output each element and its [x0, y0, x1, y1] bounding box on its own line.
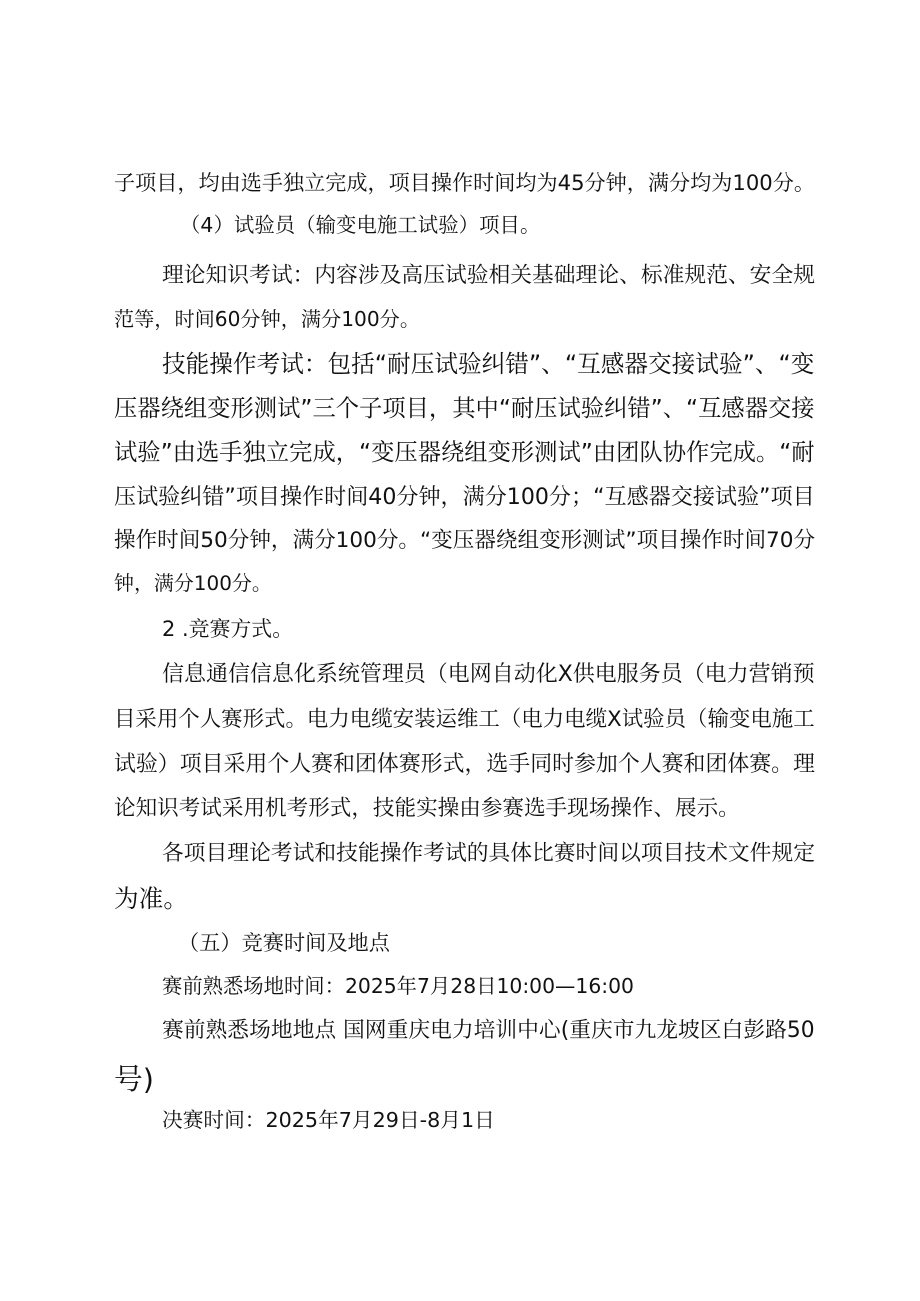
paragraph-line: 各项目理论考试和技能操作考试的具体比赛时间以项目技术文件规定 — [162, 841, 815, 866]
paragraph-line: 技能操作考试：包括“耐压试验纠错”、“互感器交接试验”、“变 — [162, 350, 815, 378]
paragraph-line: 压器绕组变形测试”三个子项目，其中“耐压试验纠错”、“互感器交接 — [114, 395, 815, 422]
paragraph-line: 论知识考试采用机考形式，技能实操由参赛选手现场操作、展示。 — [114, 796, 740, 821]
section-heading: （五）竞赛时间及地点 — [178, 930, 390, 955]
paragraph-line: 决赛时间：2025年7月29日-8月1日 — [162, 1108, 495, 1132]
numbered-heading: 2 .竞赛方式。 — [162, 617, 294, 641]
paragraph-line: 压试验纠错”项目操作时间40分钟，满分100分；“互感器交接试验”项目 — [114, 484, 815, 510]
paragraph-line: 试验）项目采用个人赛和团体赛形式，选手同时参加个人赛和团体赛。理 — [114, 752, 815, 777]
paragraph-line: 信息通信信息化系统管理员（电网自动化X供电服务员（电力营销预 — [162, 662, 815, 687]
paragraph-line: 赛前熟悉场地时间：2025年7月28日10:00—16:00 — [162, 974, 634, 998]
section-heading: （4）试验员（输变电施工试验）项目。 — [180, 213, 541, 237]
paragraph-line: 子项目，均由选手独立完成，项目操作时间均为45分钟，满分均为100分。 — [114, 170, 815, 195]
paragraph-line: 号) — [114, 1062, 154, 1096]
paragraph-line: 为准。 — [114, 884, 188, 913]
paragraph-line: 理论知识考试：内容涉及高压试验相关基础理论、标准规范、安全规 — [162, 263, 815, 288]
paragraph-line: 赛前熟悉场地地点 国网重庆电力培训中心(重庆市九龙坡区白彭路50 — [162, 1018, 815, 1043]
paragraph-line: 操作时间50分钟，满分100分。“变压器绕组变形测试”项目操作时间70分 — [114, 528, 816, 553]
paragraph-line: 目采用个人赛形式。电力电缆安装运维工（电力电缆X试验员（输变电施工 — [114, 707, 815, 732]
paragraph-line: 范等，时间60分钟，满分100分。 — [114, 307, 420, 331]
paragraph-line: 钟，满分100分。 — [114, 571, 272, 595]
paragraph-line: 试验”由选手独立完成，“变压器绕组变形测试”由团队协作完成。“耐 — [114, 439, 815, 466]
